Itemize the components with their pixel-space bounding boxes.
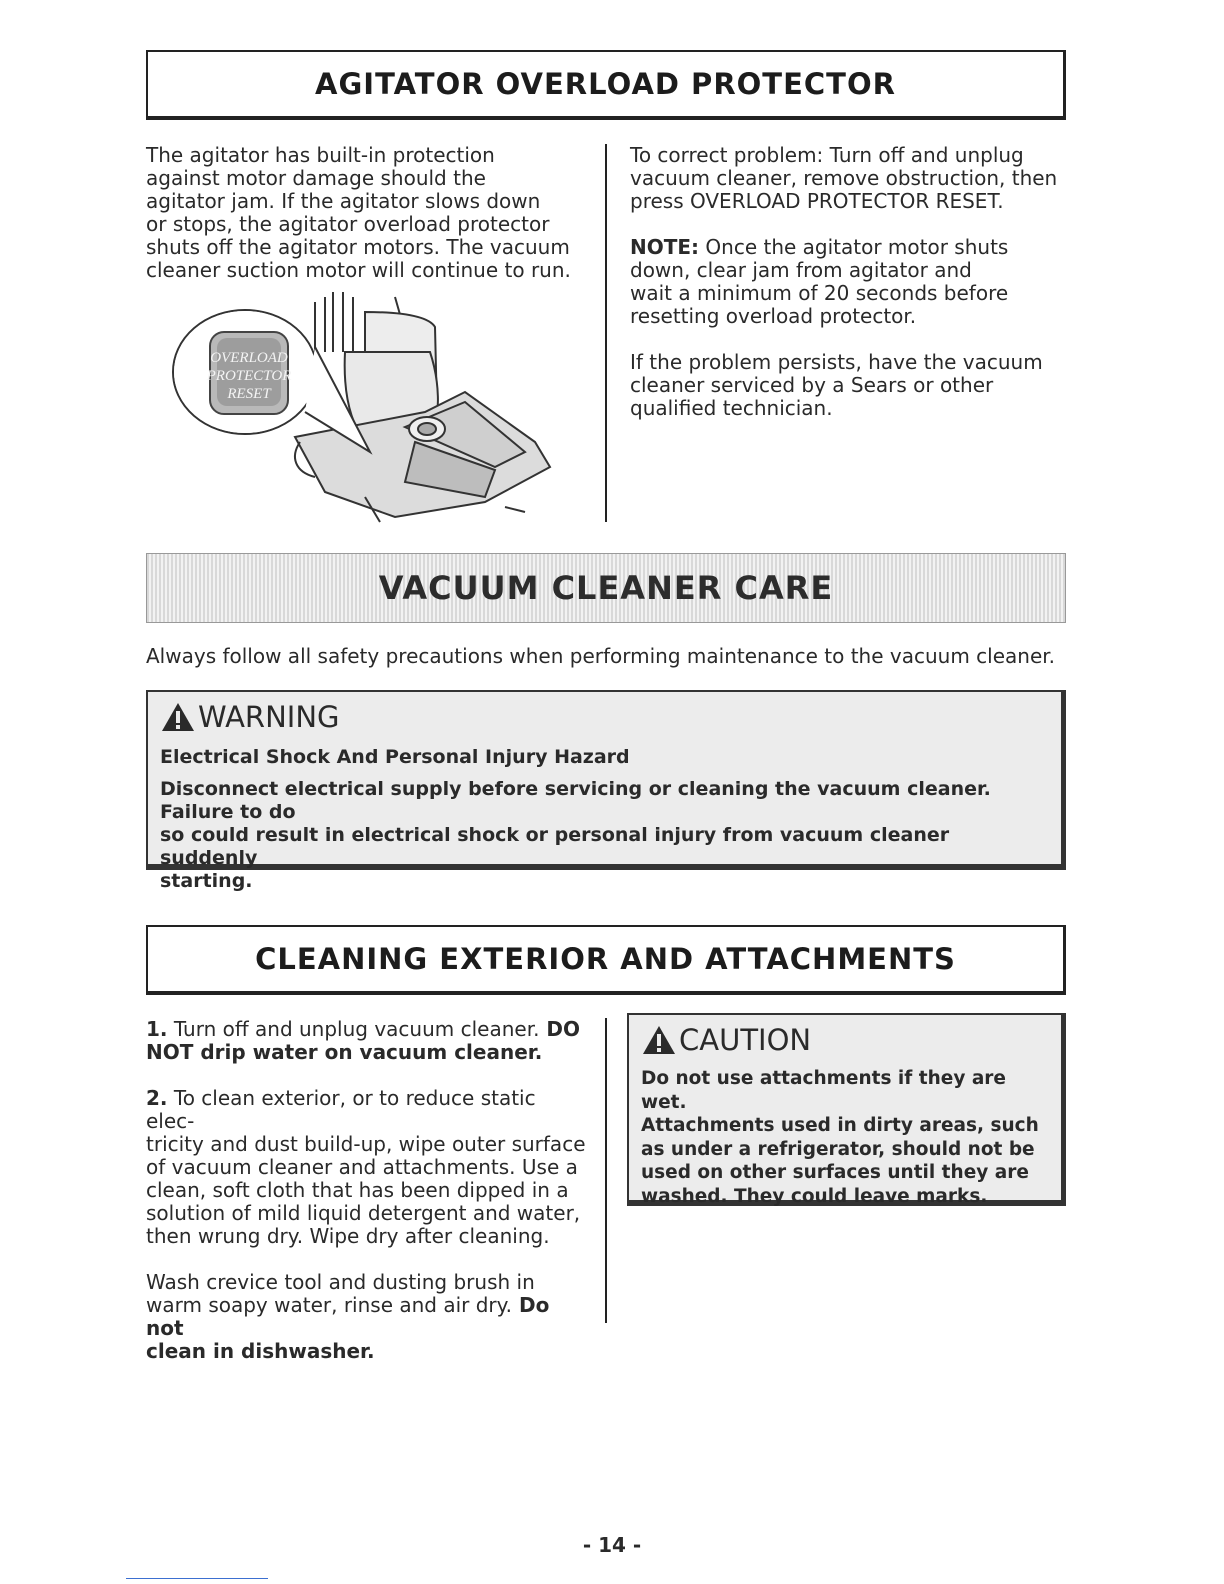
text-line: Attachments used in dirty areas, such	[641, 1115, 1039, 1136]
text-line: or stops, the agitator overload protector	[146, 212, 550, 236]
warning-title-text: WARNING	[198, 700, 340, 734]
warning-triangle-icon	[160, 701, 196, 733]
footer-rule	[126, 1578, 268, 1579]
caution-body	[641, 1067, 1051, 1208]
text-line: shuts off the agitator motors. The vacuum	[146, 235, 570, 259]
step-number: 2.	[146, 1086, 168, 1110]
text-line: so could result in electrical shock or personal injury from vacuum cleaner suddenly	[160, 824, 950, 869]
text-line: resetting overload protector.	[630, 304, 917, 328]
warning-box	[146, 690, 1066, 892]
text-line: Always follow all safety precautions when performing maintenance to the vacuum cleaner.	[146, 644, 1056, 668]
button-label-line: PROTECTOR	[206, 368, 292, 384]
text-line: as under a refrigerator, should not be	[641, 1138, 1035, 1160]
text-line: To correct problem: Turn off and unplug	[630, 143, 1024, 167]
note-line	[630, 236, 1070, 259]
text-line: starting.	[160, 870, 253, 892]
step-bold-text: DO	[539, 1017, 581, 1041]
vacuum-body	[295, 352, 550, 522]
text-line: solution of mild liquid detergent and water,	[146, 1201, 581, 1225]
text-line: of vacuum cleaner and attachments. Use a	[146, 1155, 578, 1179]
text-line: The agitator has built-in protection	[146, 143, 495, 167]
text-line: used on other surfaces until they are	[641, 1162, 1029, 1183]
care-heading-text: VACUUM CLEANER CARE	[378, 569, 834, 607]
text-line: agitator jam. If the agitator slows down	[146, 189, 541, 213]
note-label: NOTE:	[630, 235, 700, 259]
column-divider	[605, 144, 607, 522]
text-line: qualified technician.	[630, 396, 833, 420]
text-line: Wash crevice tool and dusting brush in	[146, 1270, 535, 1294]
text-line: vacuum cleaner, remove obstruction, then	[630, 166, 1058, 190]
vacuum-illustration	[165, 292, 560, 528]
step-text: Turn off and unplug vacuum cleaner.	[167, 1017, 540, 1041]
text-line: press OVERLOAD PROTECTOR RESET.	[630, 189, 1004, 213]
caution-box	[627, 1013, 1066, 1206]
wash-bold-text: clean in dishwasher.	[146, 1339, 375, 1363]
cleaning-heading-text: CLEANING EXTERIOR AND ATTACHMENTS	[255, 942, 956, 976]
page-number: - 14 -	[582, 1533, 642, 1557]
text-line: down, clear jam from agitator and	[630, 258, 972, 282]
step-text: To clean exterior, or to reduce static elec-	[146, 1086, 536, 1133]
wash-bold-text: Do not	[146, 1293, 550, 1340]
text-line: cleaner serviced by a Sears or other	[630, 373, 994, 397]
agitator-right-column	[630, 144, 1070, 420]
warning-title	[160, 700, 1049, 734]
care-section-heading	[146, 553, 1066, 623]
text-line: cleaner suction motor will continue to run.	[146, 258, 571, 282]
column-divider	[605, 1018, 607, 1323]
overload-reset-button-icon	[206, 332, 292, 414]
text-line: tricity and dust build-up, wipe outer surface	[146, 1132, 586, 1156]
text-line: clean, soft cloth that has been dipped in a	[146, 1178, 569, 1202]
step-number: 1.	[146, 1017, 168, 1041]
text-line: then wrung dry. Wipe dry after cleaning.	[146, 1224, 550, 1248]
wash-line	[146, 1294, 586, 1340]
wash-text: warm soapy water, rinse and air dry.	[146, 1293, 512, 1317]
text-line: washed. They could leave marks.	[641, 1185, 988, 1207]
care-intro	[146, 645, 1066, 668]
caution-triangle-icon	[641, 1024, 677, 1056]
agitator-heading-text: AGITATOR OVERLOAD PROTECTOR	[315, 67, 896, 101]
caution-title	[641, 1023, 1051, 1057]
button-label-line: RESET	[227, 386, 271, 402]
text-line: Do not use attachments if they are wet.	[641, 1068, 1006, 1113]
warning-body	[160, 778, 1049, 893]
text-line: If the problem persists, have the vacuum	[630, 350, 1043, 374]
cleaning-section-heading	[146, 925, 1066, 995]
button-label-line: OVERLOAD	[210, 350, 288, 366]
step-bold-text: NOT drip water on vacuum cleaner.	[146, 1040, 543, 1064]
agitator-section-heading	[146, 50, 1066, 120]
step-2	[146, 1087, 586, 1133]
caution-title-text: CAUTION	[679, 1023, 812, 1057]
step-1	[146, 1018, 586, 1041]
agitator-left-paragraph	[146, 144, 586, 282]
text-line: wait a minimum of 20 seconds before	[630, 281, 1009, 305]
warning-subtitle: Electrical Shock And Personal Injury Hazard	[160, 746, 630, 768]
cleaning-left-column	[146, 1018, 586, 1363]
note-text: Once the agitator motor shuts	[699, 235, 1009, 259]
text-line: against motor damage should the	[146, 166, 486, 190]
text-line: Disconnect electrical supply before servicing or cleaning the vacuum cleaner. Failure to do	[160, 778, 991, 823]
